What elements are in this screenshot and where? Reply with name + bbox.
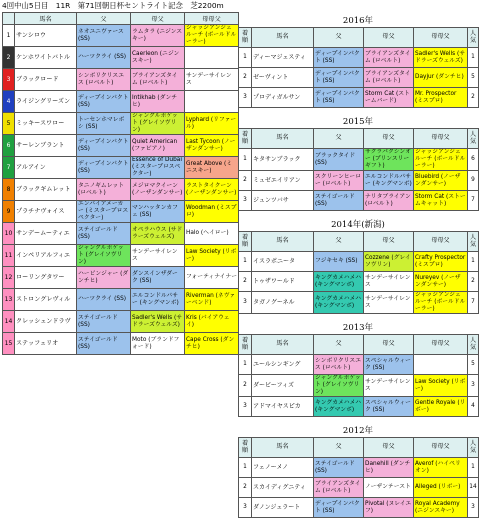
dam-sire-cell: ブライアンズタイム (ロベルト) xyxy=(364,68,414,88)
header-horse: 馬名 xyxy=(252,335,314,355)
sire-cell: ブラックタイド (SS) xyxy=(314,149,364,171)
entry-row xyxy=(3,47,239,69)
header-horse: 馬名 xyxy=(252,232,314,252)
horse-name: アドマイヤスピカ xyxy=(252,397,314,417)
result-row xyxy=(239,149,479,171)
header-sire: 父 xyxy=(314,232,364,252)
damsire-cell: サンデーサイレンス xyxy=(185,69,239,91)
header-damsire: 母母父 xyxy=(414,438,468,458)
year-heading: 2014年(新潟) xyxy=(331,220,385,230)
entry-row xyxy=(3,179,239,201)
dam-sire-cell: ノーザンテースト xyxy=(364,478,414,498)
sire-cell: ステイゴールド (SS) xyxy=(314,458,364,478)
popularity: 3 xyxy=(468,375,479,397)
results-header-row xyxy=(239,232,479,252)
result-row xyxy=(239,292,479,314)
horse-name: クレッシェンドラヴ xyxy=(15,311,77,333)
horse-name: ダービーフィズ xyxy=(252,375,314,397)
entries-body xyxy=(3,25,239,355)
dam-sire-cell: Caerleon (ニジンスキー) xyxy=(131,47,185,69)
sire-cell: ステイゴールド (SS) xyxy=(314,191,364,211)
dam-sire-cell: ブライアンズタイム (ロベルト) xyxy=(364,48,414,68)
sire-cell: シンボリクリスエス (ロベルト) xyxy=(314,355,364,375)
popularity: 1 xyxy=(468,252,479,272)
damsire-cell: Bluebird (ノーザンダンサー) xyxy=(414,171,468,191)
dam-sire-cell: Intikhab (ダンチヒ) xyxy=(131,91,185,113)
results-table xyxy=(238,437,479,518)
sire-cell: ディープインパクト (SS) xyxy=(314,88,364,108)
finish-rank: 3 xyxy=(239,88,252,108)
result-row xyxy=(239,498,479,518)
result-row xyxy=(239,458,479,478)
entry-row xyxy=(3,113,239,135)
finish-rank: 2 xyxy=(239,272,252,292)
gate-number: 15 xyxy=(3,333,15,355)
horse-name: サンデームーティエ xyxy=(15,223,77,245)
result-row xyxy=(239,88,479,108)
horse-name: インペリアルフィエ xyxy=(15,245,77,267)
sire-cell: トーセンホマレボシ (SS) xyxy=(77,113,131,135)
dam-sire-cell: Danehill (ダンチヒ) xyxy=(364,458,414,478)
sire-cell: ディープインパクト (SS) xyxy=(77,157,131,179)
header-damsire: 母母父 xyxy=(414,232,468,252)
year-heading: 2013年 xyxy=(342,323,374,333)
results-table xyxy=(238,27,479,108)
horse-name: イスラボニータ xyxy=(252,252,314,272)
damsire-cell: ジャッジアンジェルーチ (ボールドルーラー) xyxy=(185,25,239,47)
popularity: 1 xyxy=(468,458,479,478)
finish-rank: 3 xyxy=(239,498,252,518)
dam-sire-cell: ラムタラ (ニジンスキー) xyxy=(131,25,185,47)
header-rank: 着順 xyxy=(239,129,252,149)
result-row xyxy=(239,252,479,272)
results-table xyxy=(238,231,479,314)
damsire-cell xyxy=(414,355,468,375)
dam-sire-cell: スペシャルウィーク (SS) xyxy=(364,397,414,417)
dam-sire-cell: オペラハウス (サドラーズウェルズ) xyxy=(131,223,185,245)
entry-row xyxy=(3,91,239,113)
race-title: 4回中山5日目 11R 第71回朝日杯セントライト記念 芝2200m xyxy=(2,1,224,10)
horse-name: サンシロウ xyxy=(15,25,77,47)
sire-cell: シンボリクリスエス (ロベルト) xyxy=(77,69,131,91)
damsire-cell: ジャッジアンジェルーチ (ボールドルーラー) xyxy=(414,292,468,314)
damsire-cell: Alleged (リボー) xyxy=(414,478,468,498)
horse-name: ステッフェリオ xyxy=(15,333,77,355)
dam-sire-cell: Quiet American (ファピアノ) xyxy=(131,135,185,157)
header-popularity: 人気 xyxy=(468,28,479,48)
entry-row xyxy=(3,311,239,333)
sire-cell: フジキセキ (SS) xyxy=(314,252,364,272)
dam-sire-cell: ジャングルポケット (グレイソヴリン) xyxy=(131,113,185,135)
dam-sire-cell: Storm Cat (ストームバード) xyxy=(364,88,414,108)
horse-name: プラチナヴォイス xyxy=(15,201,77,223)
header-dam: 母父 xyxy=(364,28,414,48)
finish-rank: 1 xyxy=(239,252,252,272)
gate-number: 7 xyxy=(3,157,15,179)
sire-cell: ディープインパクト (SS) xyxy=(77,91,131,113)
results-header-row xyxy=(239,438,479,458)
damsire-cell: Royal Academy (ニジンスキー) xyxy=(414,498,468,518)
results-header-row xyxy=(239,129,479,149)
results-header-row xyxy=(239,28,479,48)
horse-name: サーレンブラント xyxy=(15,135,77,157)
horse-name: キタサンブラック xyxy=(252,149,314,171)
damsire-cell: フォーティナイナー xyxy=(185,267,239,289)
damsire-cell: Crafty Prospector (ミスプロ) xyxy=(414,252,468,272)
gate-number: 1 xyxy=(3,25,15,47)
dam-sire-cell: ダンスインザダーク (SS) xyxy=(131,267,185,289)
horse-name: アルアイン xyxy=(15,157,77,179)
header-sire: 父 xyxy=(77,13,131,25)
sire-cell: ネオユニヴァース (SS) xyxy=(77,25,131,47)
entries-header-row xyxy=(3,13,239,25)
entry-row xyxy=(3,25,239,47)
entry-row xyxy=(3,267,239,289)
damsire-cell: Great Above (ミニスキー) xyxy=(185,157,239,179)
header-rank: 着順 xyxy=(239,28,252,48)
popularity: 5 xyxy=(468,68,479,88)
horse-name: ブラックギムレット xyxy=(15,179,77,201)
damsire-cell: Woodman (ミスプロ) xyxy=(185,201,239,223)
dam-sire-cell: サンデーサイレンス xyxy=(364,375,414,397)
gate-number: 11 xyxy=(3,245,15,267)
horse-name: ブラックロード xyxy=(15,69,77,91)
entry-row xyxy=(3,157,239,179)
sire-cell: ディープインパクト (SS) xyxy=(314,68,364,88)
finish-rank: 2 xyxy=(239,375,252,397)
header-damsire: 母母父 xyxy=(414,28,468,48)
header-horse: 馬名 xyxy=(252,129,314,149)
sire-cell: ハーツクライ (SS) xyxy=(77,289,131,311)
header-dam: 母父 xyxy=(364,438,414,458)
horse-name: ローリングタワー xyxy=(15,267,77,289)
dam-sire-cell: エルコンドルパサー (キングマンボ) xyxy=(131,289,185,311)
popularity: 9 xyxy=(468,171,479,191)
horse-name: ミュゼエイリアン xyxy=(252,171,314,191)
horse-name: ミッキースワロー xyxy=(15,113,77,135)
sire-cell: ブライアンズタイム (ロベルト) xyxy=(314,478,364,498)
gate-number: 8 xyxy=(3,179,15,201)
gate-number: 13 xyxy=(3,289,15,311)
popularity: 2 xyxy=(468,88,479,108)
finish-rank: 1 xyxy=(239,149,252,171)
result-row xyxy=(239,478,479,498)
horse-name: ジュンツバサ xyxy=(252,191,314,211)
horse-name: トゥザワールド xyxy=(252,272,314,292)
damsire-cell: Lyphard (リファール) xyxy=(185,113,239,135)
finish-rank: 2 xyxy=(239,68,252,88)
sire-cell: ジャングルポケット (グレイソヴリン) xyxy=(77,245,131,267)
dam-sire-cell: スペシャルウィーク (SS) xyxy=(364,355,414,375)
result-row xyxy=(239,397,479,417)
header-damsire: 母母父 xyxy=(185,13,239,25)
damsire-cell: Mr. Prospector (ミスプロ) xyxy=(414,88,468,108)
year-heading: 2016年 xyxy=(342,16,374,26)
horse-name: ゼーヴィント xyxy=(252,68,314,88)
sire-cell: キングカメハメハ (キングマンボ) xyxy=(314,397,364,417)
damsire-cell: Nureyev (ノーザンダンサー) xyxy=(414,272,468,292)
header-damsire: 母母父 xyxy=(414,129,468,149)
header-dam: 母父 xyxy=(131,13,185,25)
header-sire: 父 xyxy=(314,335,364,355)
sire-cell: キングカメハメハ (キングマンボ) xyxy=(314,272,364,292)
entry-row xyxy=(3,245,239,267)
sire-cell: エンパイアメーカー (ミスタープロスペクター) xyxy=(77,201,131,223)
gate-number: 12 xyxy=(3,267,15,289)
gate-number: 6 xyxy=(3,135,15,157)
entry-row xyxy=(3,333,239,355)
damsire-cell: Storm Cat (ストームキャット) xyxy=(414,191,468,211)
horse-name: プロディガルサン xyxy=(252,88,314,108)
dam-sire-cell: サンデーサイレンス xyxy=(131,245,185,267)
damsire-cell: Sadler's Wells (サドラーズウェルズ) xyxy=(414,48,468,68)
results-table xyxy=(238,334,479,417)
gate-number: 9 xyxy=(3,201,15,223)
sire-cell: ジャングルポケット (グレイソヴリン) xyxy=(314,375,364,397)
popularity: 2 xyxy=(468,272,479,292)
header-rank: 着順 xyxy=(239,232,252,252)
damsire-cell: ラストタイクーン (ノーザンダンサー) xyxy=(185,179,239,201)
dam-sire-cell: Moto (ブランドフォード) xyxy=(131,333,185,355)
damsire-cell: Law Society (リボー) xyxy=(185,245,239,267)
header-sire: 父 xyxy=(314,438,364,458)
dam-sire-cell: Pivotal (ヌレイエフ) xyxy=(364,498,414,518)
dam-sire-cell: Cozzene (グレイソヴリン) xyxy=(364,252,414,272)
dam-sire-cell: エルコンドルパサー (キングマンボ) xyxy=(364,171,414,191)
dam-sire-cell: サンデーサイレンス xyxy=(364,292,414,314)
damsire-cell: Last Tycoon (ノーザンダンサー) xyxy=(185,135,239,157)
finish-rank: 1 xyxy=(239,48,252,68)
sire-cell: ステイゴールド (SS) xyxy=(77,223,131,245)
header-popularity: 人気 xyxy=(468,438,479,458)
horse-name: ダノンジェラート xyxy=(252,498,314,518)
dam-sire-cell: マンハッタンカフェ (SS) xyxy=(131,201,185,223)
gate-number: 2 xyxy=(3,47,15,69)
damsire-cell: Kris (パイアウェイ) xyxy=(185,311,239,333)
finish-rank: 1 xyxy=(239,355,252,375)
header-sire: 父 xyxy=(314,28,364,48)
horse-name: ディーマジェスティ xyxy=(252,48,314,68)
header-damsire: 母母父 xyxy=(414,335,468,355)
header-sire: 父 xyxy=(314,129,364,149)
damsire-cell xyxy=(185,91,239,113)
header-rank: 着順 xyxy=(239,335,252,355)
damsire-cell: Averof (ハイペリオン) xyxy=(414,458,468,478)
result-row xyxy=(239,171,479,191)
header-popularity: 人気 xyxy=(468,232,479,252)
finish-rank: 2 xyxy=(239,171,252,191)
result-row xyxy=(239,272,479,292)
entry-row xyxy=(3,201,239,223)
dam-sire-cell: サンデーサイレンス xyxy=(364,272,414,292)
header-horse: 馬名 xyxy=(252,438,314,458)
horse-name: ライジングリーズン xyxy=(15,91,77,113)
sire-cell: ステイゴールド (SS) xyxy=(77,311,131,333)
dam-sire-cell: ナリタブライアン (ロベルト) xyxy=(364,191,414,211)
result-row xyxy=(239,191,479,211)
header-rank: 着順 xyxy=(239,438,252,458)
popularity: 14 xyxy=(468,478,479,498)
finish-rank: 3 xyxy=(239,292,252,314)
results-table xyxy=(238,128,479,211)
entry-row xyxy=(3,135,239,157)
damsire-cell xyxy=(185,47,239,69)
sire-cell: タニノギムレット (ロベルト) xyxy=(77,179,131,201)
horse-name: ユールシンギング xyxy=(252,355,314,375)
damsire-cell: Dayjur (ダンチヒ) xyxy=(414,68,468,88)
damsire-cell: Law Society (リボー) xyxy=(414,375,468,397)
gate-number: 10 xyxy=(3,223,15,245)
sire-cell: ディープインパクト (SS) xyxy=(314,48,364,68)
horse-name: タガノグーネル xyxy=(252,292,314,314)
popularity: 7 xyxy=(468,191,479,211)
sire-cell: ハーツクライ (SS) xyxy=(77,47,131,69)
result-row xyxy=(239,68,479,88)
dam-sire-cell: Essence of Dubai (ミスタープロスペクター) xyxy=(131,157,185,179)
popularity: 5 xyxy=(468,355,479,375)
header-popularity: 人気 xyxy=(468,129,479,149)
year-heading: 2012年 xyxy=(342,426,374,436)
entries-table xyxy=(2,12,239,355)
damsire-cell: ジャッジアンジェルーチ (ボールドルーラー) xyxy=(414,149,468,171)
sire-cell: スクリーンヒーロー (ロベルト) xyxy=(314,171,364,191)
result-row xyxy=(239,375,479,397)
year-heading: 2015年 xyxy=(342,117,374,127)
finish-rank: 3 xyxy=(239,397,252,417)
entry-row xyxy=(3,289,239,311)
result-row xyxy=(239,355,479,375)
damsire-cell: Halo (ヘイロー) xyxy=(185,223,239,245)
results-header-row xyxy=(239,335,479,355)
entry-row xyxy=(3,223,239,245)
dam-sire-cell: メジロマクイーン (ノーザンダンサー) xyxy=(131,179,185,201)
horse-name: フェノーメノ xyxy=(252,458,314,478)
gate-number: 3 xyxy=(3,69,15,91)
sire-cell: ハービンジャー (ダンチヒ) xyxy=(77,267,131,289)
finish-rank: 2 xyxy=(239,478,252,498)
horse-name: スカイディグニティ xyxy=(252,478,314,498)
gate-number: 5 xyxy=(3,113,15,135)
sire-cell: ディープインパクト (SS) xyxy=(314,498,364,518)
sire-cell: ディープインパクト (SS) xyxy=(77,135,131,157)
gate-number: 14 xyxy=(3,311,15,333)
header-dam: 母父 xyxy=(364,232,414,252)
dam-sire-cell: Sadler's Wells (サドラーズウェルズ) xyxy=(131,311,185,333)
popularity: 4 xyxy=(468,397,479,417)
damsire-cell: Gentle Royale (リボー) xyxy=(414,397,468,417)
header-gate xyxy=(3,13,15,25)
gate-number: 4 xyxy=(3,91,15,113)
dam-sire-cell: ブライアンズタイム (ロベルト) xyxy=(131,69,185,91)
header-horse: 馬名 xyxy=(252,28,314,48)
horse-name: ストロングレヴィル xyxy=(15,289,77,311)
header-popularity: 人気 xyxy=(468,335,479,355)
header-dam: 母父 xyxy=(364,129,414,149)
popularity: 3 xyxy=(468,498,479,518)
header-horse: 馬名 xyxy=(15,13,77,25)
entry-row xyxy=(3,69,239,91)
dam-sire-cell: サクラバクシンオー (プリンスリーギフト) xyxy=(364,149,414,171)
popularity: 6 xyxy=(468,149,479,171)
finish-rank: 1 xyxy=(239,458,252,478)
result-row xyxy=(239,48,479,68)
damsire-cell: Cape Cross (ダンチヒ) xyxy=(185,333,239,355)
past-results xyxy=(238,16,478,518)
finish-rank: 3 xyxy=(239,191,252,211)
header-dam: 母父 xyxy=(364,335,414,355)
popularity: 7 xyxy=(468,292,479,314)
sire-cell: ステイゴールド (SS) xyxy=(77,333,131,355)
sire-cell: キングカメハメハ (キングマンボ) xyxy=(314,292,364,314)
horse-name: ケンホワイトバトル xyxy=(15,47,77,69)
popularity: 1 xyxy=(468,48,479,68)
damsire-cell: Riverman (ネヴァーベンド) xyxy=(185,289,239,311)
